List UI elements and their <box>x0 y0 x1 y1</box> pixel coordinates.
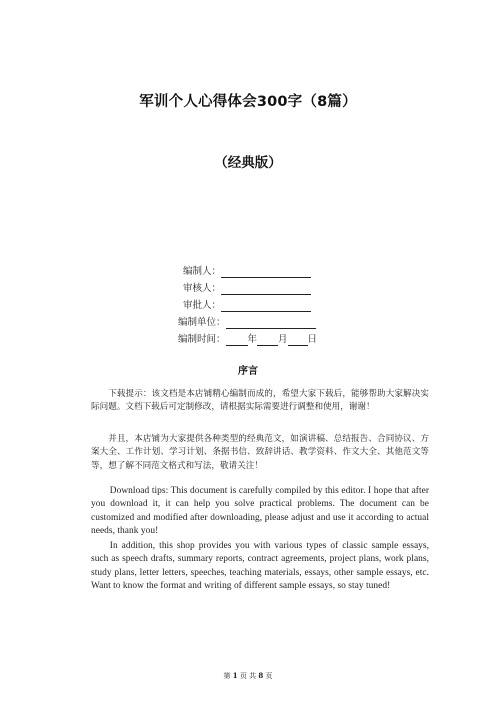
day-blank <box>288 333 308 346</box>
date-field <box>178 333 317 347</box>
unit-blank <box>226 316 316 329</box>
date-label: 编制时间： <box>178 334 226 345</box>
unit-label: 编制单位： <box>178 317 226 328</box>
reviewer-blank <box>221 282 311 295</box>
reviewer-field <box>183 282 311 296</box>
year-blank <box>226 333 248 346</box>
preface-heading: 序言 <box>238 366 258 377</box>
preface-paragraph-3: Download tips: This document is carefully compiled by this editor. I hope that after you download it, it can help you solve practical problems. The document can be customized and modified after downloading, please adjust and use it according to actual needs, thank you! <box>91 486 429 537</box>
month-blank <box>257 333 278 346</box>
year-label: 年 <box>247 334 258 345</box>
approver-blank <box>221 299 311 312</box>
day-label: 日 <box>307 334 318 345</box>
preface-paragraph-1: 下载提示：该文档是本店铺精心编制而成的，希望大家下载后，能够帮助大家解决实际问题。文档下载后可定制修改，请根据实际需要进行调整和使用，谢谢！ <box>91 389 429 413</box>
document-title: 军训个人心得体会300字（8篇） <box>139 94 357 110</box>
footer-total-pages: 8 <box>258 671 264 680</box>
preface-paragraph-2: 并且，本店铺为大家提供各种类型的经典范文，如演讲稿、总结报告、合同协议、方案大全、工作计划、学习计划、条据书信、致辞讲话、教学资料、作文大全、其他范文等等，想了解不同范文格式和写法，敬请关注！ <box>91 434 429 471</box>
reviewer-label: 审核人： <box>183 283 222 294</box>
footer-pre: 第 <box>223 672 231 680</box>
footer-page-number: 1 <box>232 671 238 680</box>
footer-mid: 页 共 <box>239 672 257 680</box>
approver-label: 审批人： <box>183 300 222 311</box>
document-subtitle: （经典版） <box>214 155 282 171</box>
approver-field <box>183 299 311 313</box>
unit-field <box>178 316 316 330</box>
footer-post: 页 <box>265 672 273 680</box>
preface-paragraph-4: In addition, this shop provides you with various types of classic sample essays, such as speech drafts, summary reports, contract agreements, project plans, work plans, study plans, letter letters, speeches, teaching materials, essays, other sample essays, etc. Want to know the format and writing of different sample essays, so stay tuned! <box>91 541 429 592</box>
page-footer <box>0 671 496 681</box>
editor-field <box>183 265 311 279</box>
month-label: 月 <box>278 334 288 345</box>
editor-label: 编制人： <box>183 266 222 277</box>
editor-blank <box>221 265 311 278</box>
